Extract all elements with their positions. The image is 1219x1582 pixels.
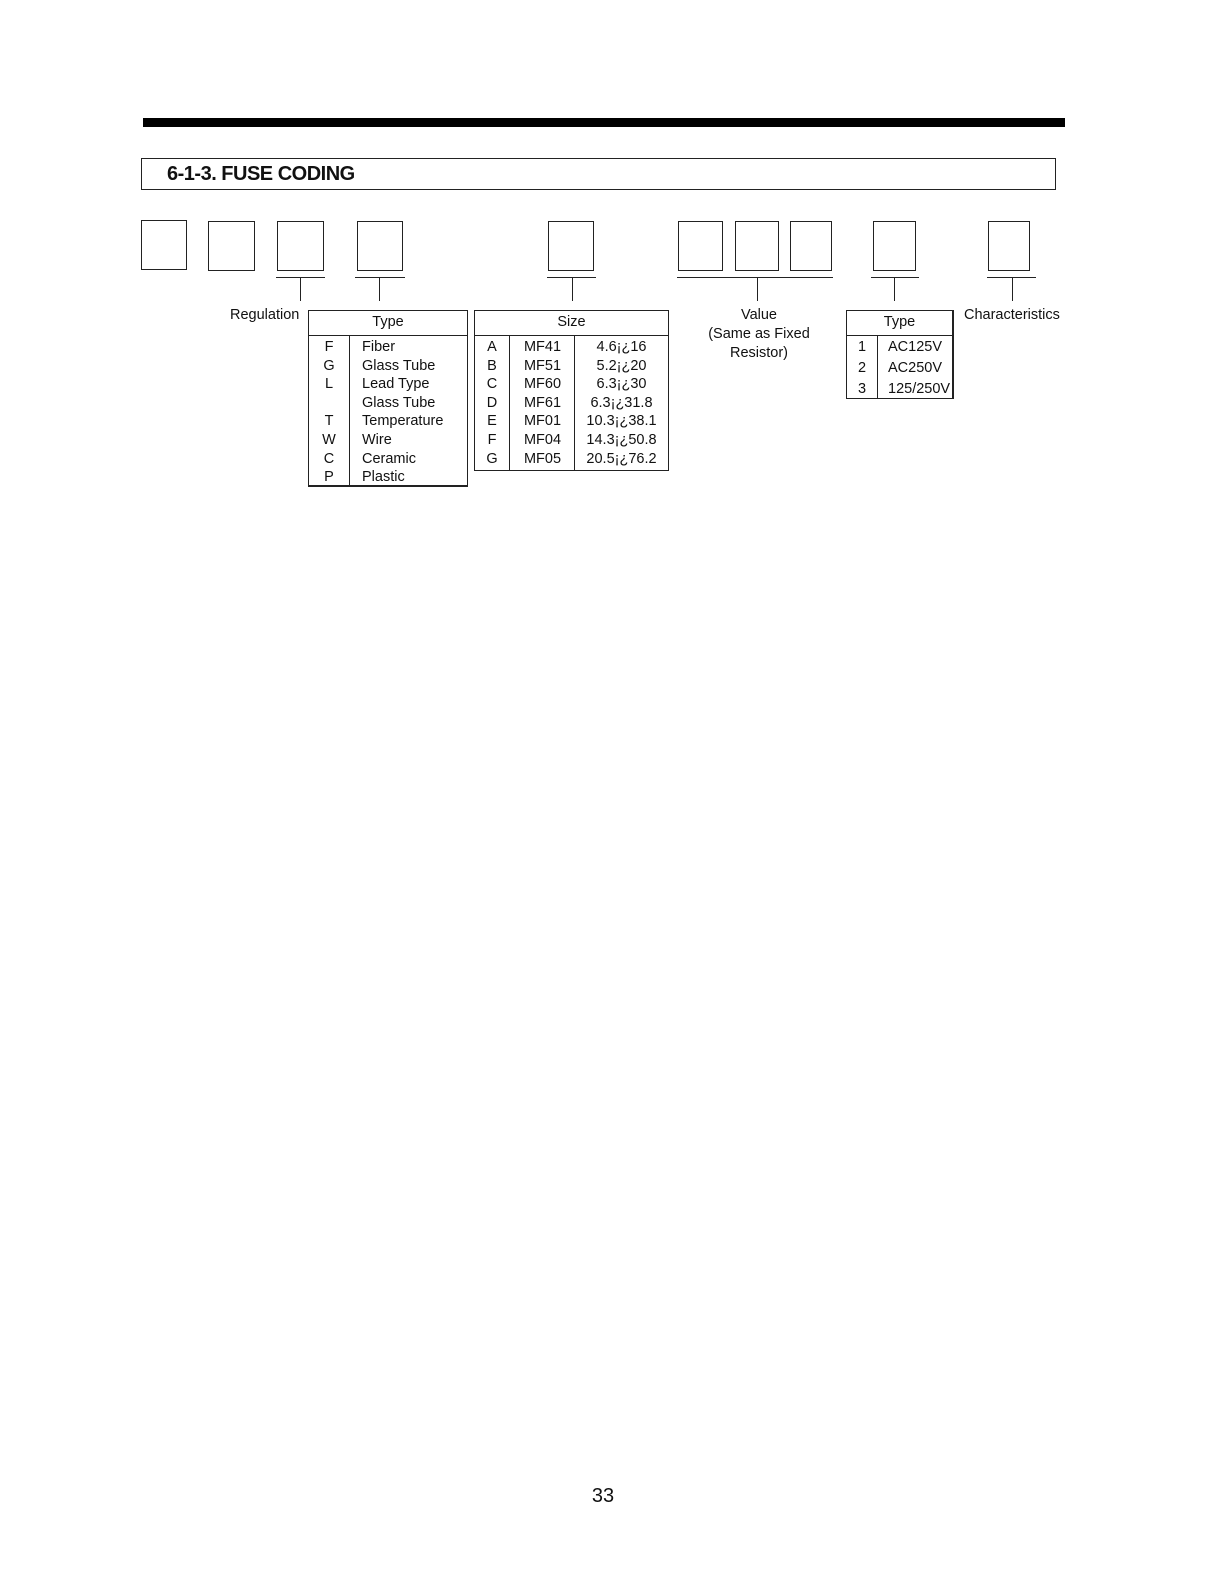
type-code: W [322, 431, 336, 448]
type-code-column [309, 336, 349, 485]
size-dimension: 10.3¡¿38.1 [586, 413, 657, 430]
size-model: MF05 [523, 450, 562, 467]
type-name: Glass Tube [362, 394, 436, 411]
stem-regulation [300, 277, 301, 301]
value-label-line-2: (Same as Fixed [708, 326, 810, 342]
type-name: Temperature [362, 413, 444, 430]
code-box-regulation [277, 221, 324, 271]
code-box-size [548, 221, 594, 271]
code-box-1 [141, 220, 187, 270]
voltage-table-header: Type [847, 311, 952, 336]
size-code: D [486, 394, 498, 411]
section-title: 6-1-3. FUSE CODING [167, 163, 355, 185]
size-dimension: 6.3¡¿30 [596, 376, 647, 393]
size-dimension: 14.3¡¿50.8 [586, 431, 657, 448]
type-name: Plastic [362, 469, 405, 486]
stem-voltage [894, 277, 895, 301]
code-box-value-3 [790, 221, 832, 271]
type-code: G [323, 357, 335, 374]
bracket-value [677, 277, 833, 278]
stem-characteristics [1012, 277, 1013, 301]
code-box-value-1 [678, 221, 723, 271]
voltage-value: AC250V [888, 360, 943, 376]
type-code: C [323, 450, 335, 467]
size-code: A [487, 339, 497, 355]
code-box-type [357, 221, 403, 271]
size-code: C [486, 376, 498, 393]
size-model-column [509, 336, 575, 470]
type-code: L [324, 376, 334, 393]
bracket-voltage [871, 277, 919, 278]
page-number: 33 [591, 1485, 615, 1507]
type-code: T [324, 413, 334, 430]
type-code: P [324, 469, 334, 486]
code-box-2 [208, 221, 255, 271]
size-code: B [487, 357, 497, 374]
voltage-table [846, 310, 954, 399]
size-model: MF04 [523, 431, 562, 448]
value-label-line-3: Resistor) [729, 345, 788, 361]
size-dimension-column [574, 336, 668, 470]
code-box-voltage [873, 221, 916, 271]
size-model: MF41 [523, 339, 562, 355]
size-code: E [487, 413, 497, 430]
voltage-code: 2 [857, 360, 867, 376]
voltage-value-column [877, 336, 952, 398]
size-dimension: 4.6¡¿16 [596, 339, 647, 355]
voltage-code: 1 [857, 339, 867, 355]
characteristics-label: Characteristics [964, 307, 1060, 323]
header-rule [143, 118, 1065, 127]
size-code-column [475, 336, 509, 470]
size-table [474, 310, 669, 471]
type-table [308, 310, 468, 487]
stem-type [379, 277, 380, 301]
value-label-line-1: Value [740, 307, 777, 323]
voltage-code: 3 [857, 381, 867, 397]
type-code [309, 394, 349, 413]
regulation-label: Regulation [230, 307, 300, 323]
size-code: F [487, 431, 497, 448]
value-label [690, 306, 828, 363]
size-dimension: 5.2¡¿20 [596, 357, 647, 374]
size-table-header: Size [475, 311, 668, 336]
size-model: MF61 [523, 394, 562, 411]
size-dimension: 6.3¡¿31.8 [590, 394, 653, 411]
bracket-type [355, 277, 405, 278]
type-name: Ceramic [362, 450, 416, 467]
type-name: Glass Tube [362, 357, 436, 374]
size-code: G [486, 450, 498, 467]
type-code: F [324, 339, 334, 355]
size-model: MF51 [523, 357, 562, 374]
code-box-value-2 [735, 221, 779, 271]
type-table-header: Type [309, 311, 467, 336]
voltage-code-column [847, 336, 877, 398]
size-model: MF01 [523, 413, 562, 430]
voltage-value: 125/250V [888, 381, 951, 397]
size-model: MF60 [523, 376, 562, 393]
size-dimension: 20.5¡¿76.2 [586, 450, 657, 467]
stem-value [757, 277, 758, 301]
type-name-column [349, 336, 467, 485]
type-name: Wire [362, 431, 392, 448]
type-name: Lead Type [362, 376, 430, 393]
stem-size [572, 277, 573, 301]
voltage-value: AC125V [888, 339, 943, 355]
code-box-characteristics [988, 221, 1030, 271]
type-name: Fiber [362, 339, 396, 355]
